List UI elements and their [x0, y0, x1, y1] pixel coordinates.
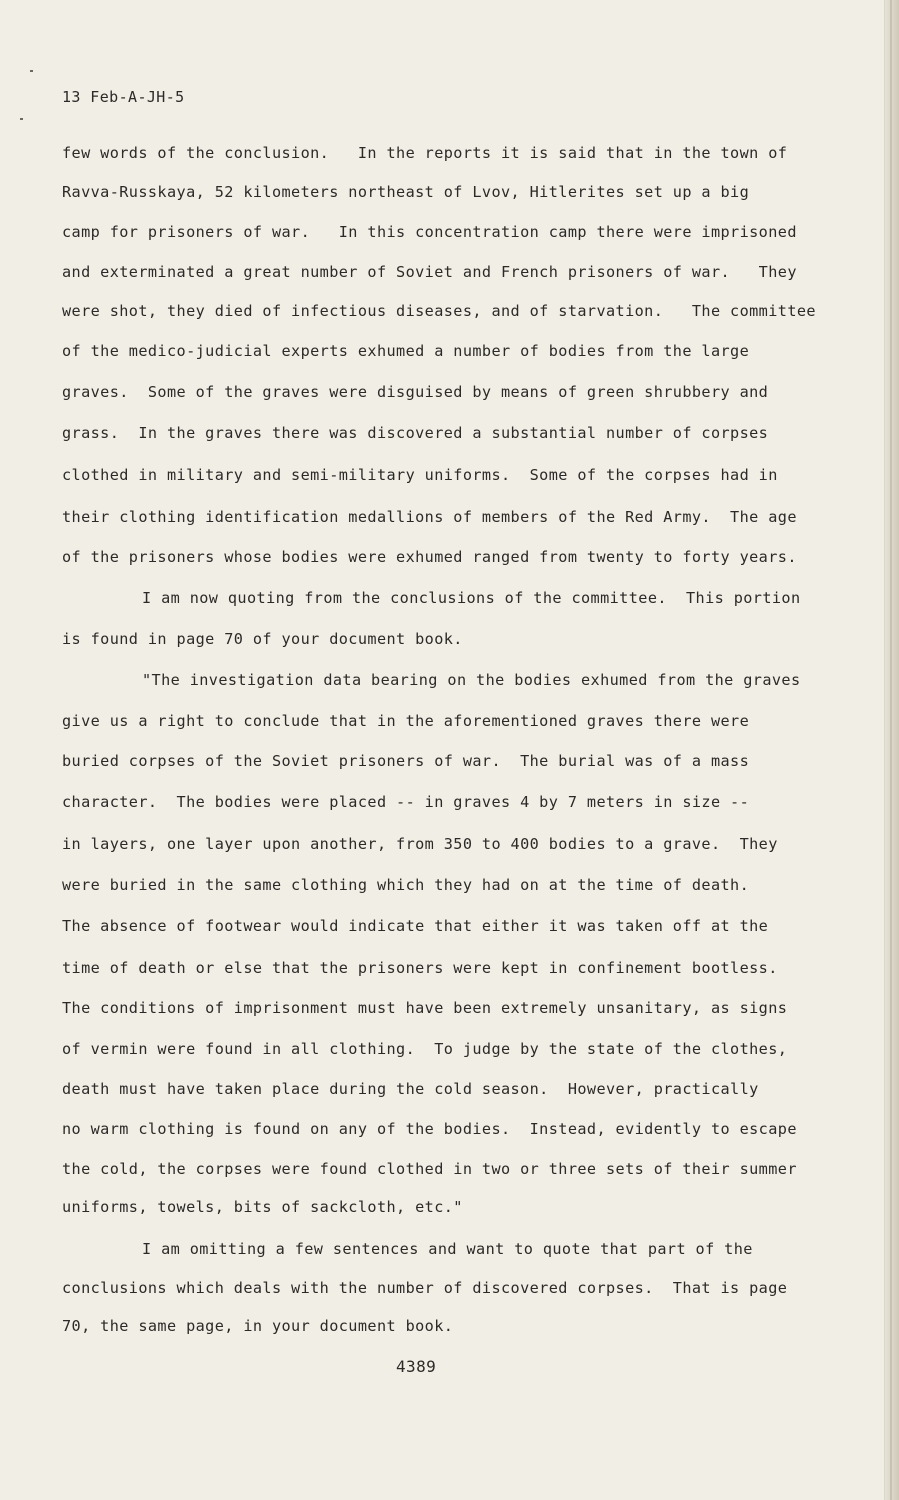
text-line: and exterminated a great number of Soviet and French prisoners of war. They	[62, 263, 797, 281]
text-line: I am omitting a few sentences and want to quote that part of the	[142, 1240, 753, 1258]
text-line: of the prisoners whose bodies were exhumed ranged from twenty to forty years.	[62, 548, 797, 566]
document-header: 13 Feb-A-JH-5	[62, 88, 185, 106]
text-line: buried corpses of the Soviet prisoners of war. The burial was of a mass	[62, 752, 750, 770]
text-line: Ravva-Russkaya, 52 kilometers northeast of Lvov, Hitlerites set up a big	[62, 183, 750, 201]
text-line: character. The bodies were placed -- in graves 4 by 7 meters in size --	[62, 793, 750, 811]
text-line: The conditions of imprisonment must have been extremely unsanitary, as signs	[62, 999, 788, 1017]
text-line: "The investigation data bearing on the bodies exhumed from the graves	[142, 671, 801, 689]
text-line: were shot, they died of infectious diseases, and of starvation. The committee	[62, 302, 816, 320]
text-line: uniforms, towels, bits of sackcloth, etc."	[62, 1198, 463, 1216]
page-number: 4389	[396, 1357, 437, 1376]
text-line: of vermin were found in all clothing. To judge by the state of the clothes,	[62, 1040, 788, 1058]
stray-mark	[20, 118, 23, 120]
page-edge	[884, 0, 899, 1500]
text-line: grass. In the graves there was discovered a substantial number of corpses	[62, 424, 769, 442]
text-line: few words of the conclusion. In the reports it is said that in the town of	[62, 144, 788, 162]
text-line: no warm clothing is found on any of the bodies. Instead, evidently to escape	[62, 1120, 797, 1138]
text-line: 70, the same page, in your document book.	[62, 1317, 454, 1335]
text-line: time of death or else that the prisoners were kept in confinement bootless.	[62, 959, 778, 977]
text-line: clothed in military and semi-military uniforms. Some of the corpses had in	[62, 466, 778, 484]
text-line: their clothing identification medallions of members of the Red Army. The age	[62, 508, 797, 526]
text-line: the cold, the corpses were found clothed in two or three sets of their summer	[62, 1160, 797, 1178]
text-line: camp for prisoners of war. In this concentration camp there were imprisoned	[62, 223, 797, 241]
stray-mark	[30, 70, 33, 72]
text-line: were buried in the same clothing which they had on at the time of death.	[62, 876, 750, 894]
text-line: of the medico-judicial experts exhumed a number of bodies from the large	[62, 342, 750, 360]
text-line: conclusions which deals with the number of discovered corpses. That is page	[62, 1279, 788, 1297]
text-line: give us a right to conclude that in the aforementioned graves there were	[62, 712, 750, 730]
text-line: in layers, one layer upon another, from 350 to 400 bodies to a grave. They	[62, 835, 778, 853]
text-line: death must have taken place during the cold season. However, practically	[62, 1080, 759, 1098]
text-line: graves. Some of the graves were disguised by means of green shrubbery and	[62, 383, 769, 401]
text-line: The absence of footwear would indicate that either it was taken off at the	[62, 917, 769, 935]
text-line: I am now quoting from the conclusions of the committee. This portion	[142, 589, 801, 607]
text-line: is found in page 70 of your document book.	[62, 630, 463, 648]
